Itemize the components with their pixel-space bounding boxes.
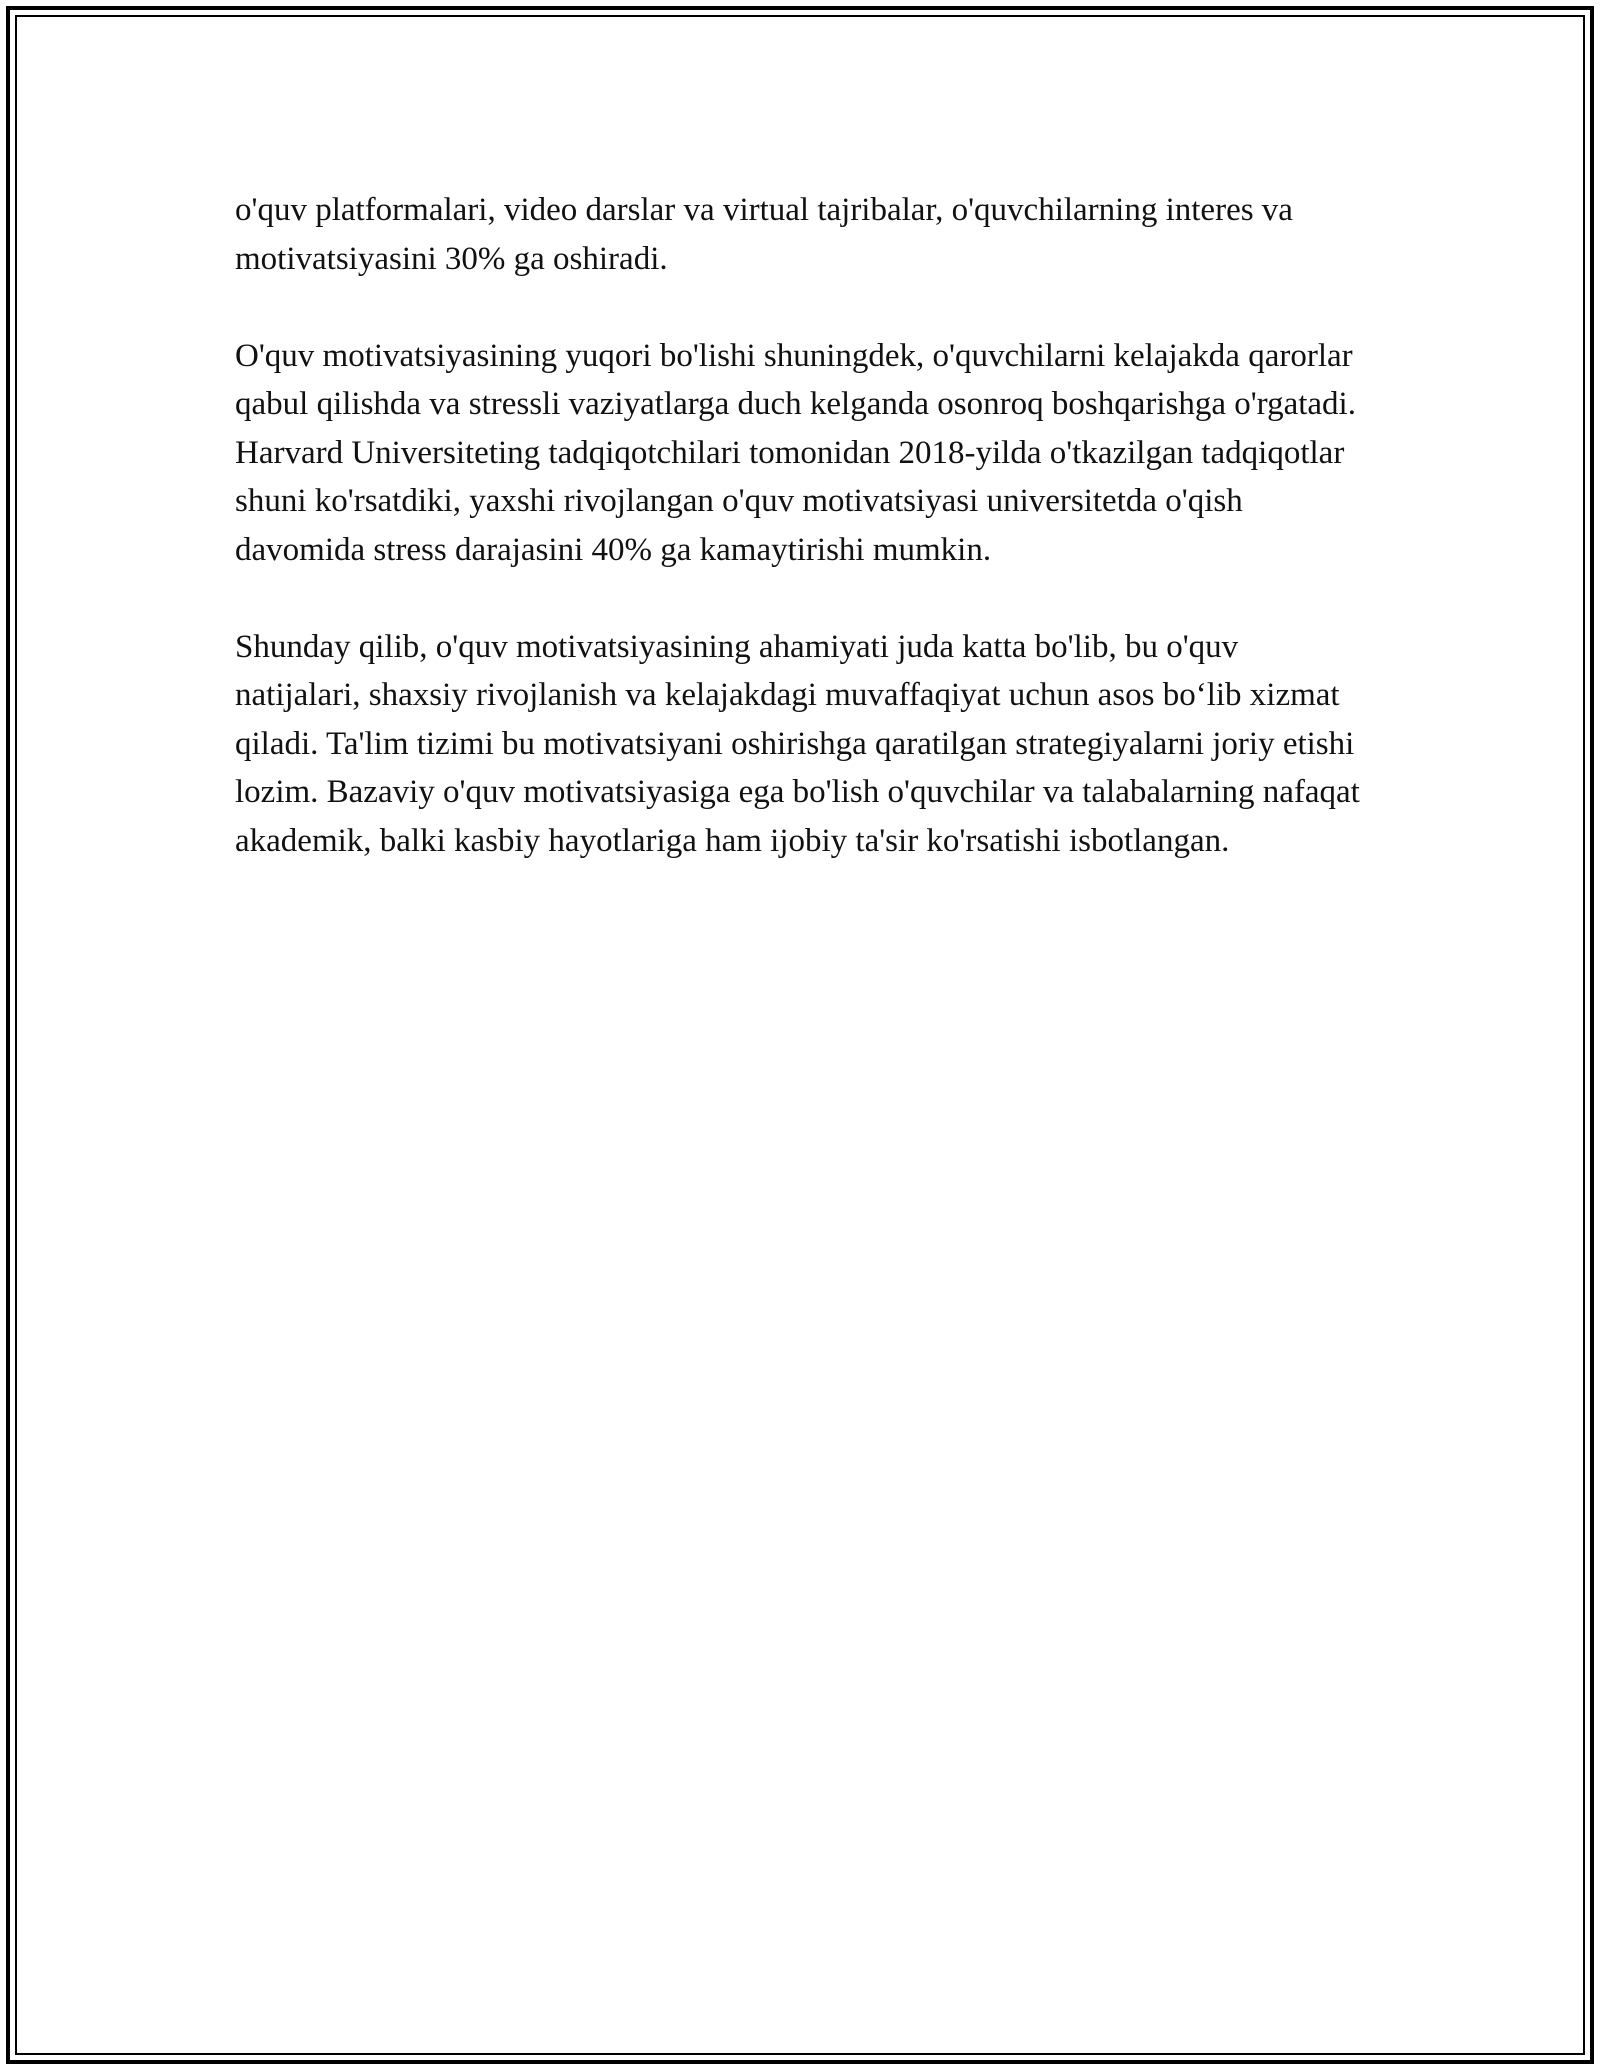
paragraph-3: Shunday qilib, o'quv motivatsiyasining ahamiyati juda katta bo'lib, bu o'quv natijalari, shaxsiy rivojlanish va kelajakdagi muvaffaqiyat uchun asos bo‘lib xizmat qiladi. Ta'lim tizimi bu motivatsiyani oshirishga qaratilgan strategiyalarni joriy etishi lozim. Bazaviy o'quv motivatsiyasiga ega bo'lish o'quvchilar va talabalarning nafaqat akademik, balki kasbiy hayotlariga ham ijobiy ta'sir ko'rsatishi isbotlangan. — [235, 628, 1360, 859]
document-body — [235, 186, 1370, 914]
paragraph-1: o'quv platformalari, video darslar va virtual tajribalar, o'quvchilarning interes va motivatsiyasini 30% ga oshiradi. — [235, 192, 1293, 277]
paragraph-2: O'quv motivatsiyasining yuqori bo'lishi shuningdek, o'quvchilarni kelajakda qarorlar qabul qilishda va stressli vaziyatlarga duch kelganda osonroq boshqarishga o'rgatadi. Harvard Universiteting tadqiqotchilari tomonidan 2018-yilda o'tkazilgan tadqiqotlar shuni ko'rsatdiki, yaxshi rivojlangan o'quv motivatsiyasi universitetda o'qish davomida stress darajasini 40% ga kamaytirishi mumkin. — [235, 337, 1356, 568]
